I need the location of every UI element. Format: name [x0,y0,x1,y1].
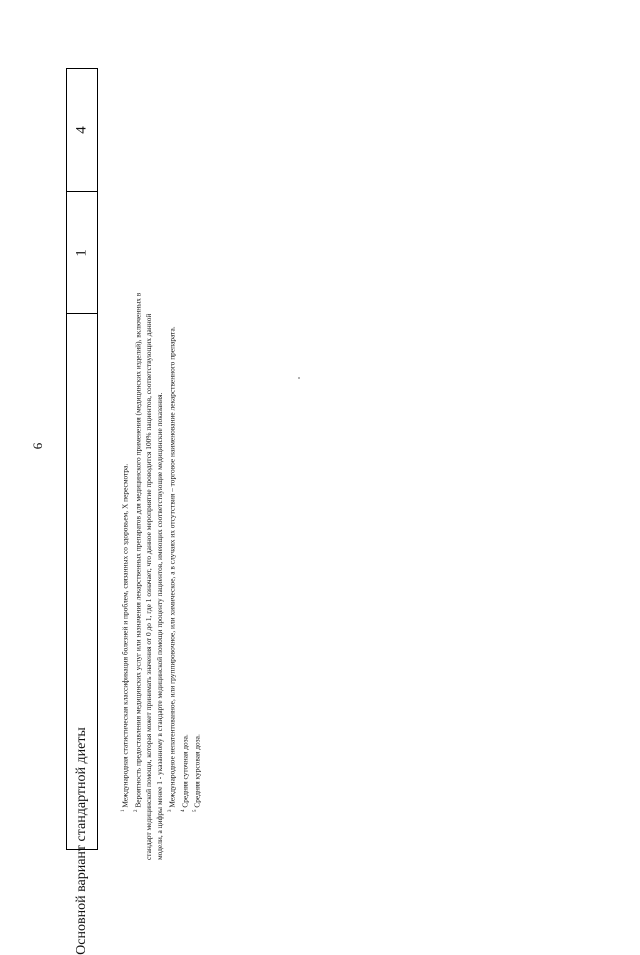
footnote-4: $^4$ Средняя суточная доза. [180,734,190,812]
table-cell-row-label [67,313,97,955]
footnotes [118,90,238,860]
scan-speck [298,377,300,379]
diet-table [66,68,98,955]
footnote-3: $^3$ Международное непатентованное, или группировочное, или химическое, а в случаях их отсутствия – торговое наименование лекарственного препарата. [167,326,177,812]
footnote-2-cont-b: модели, а цифры менее 1 - указанному в стандарте медицинской помощи проценту пациентов, имеющих соответствующие медицинские показания. [155,392,165,860]
col2-value: 4 [73,126,90,134]
footnote-5: $^5$ Средняя курсовая доза. [192,734,202,812]
page-number: 9 [30,442,46,450]
footnote-1: $^1$ Международная статистическая классификация болезней и проблем, связанных со здоровьем, X пересмотра. [120,463,130,812]
footnote-2-cont-a: стандарт медицинской помощи, которая может принимать значения от 0 до 1, где 1 означает, что данное мероприятие проводится 100% пациентов, соответствующих данной [144,313,154,860]
footnote-2: $^2$ Вероятность предоставления медицинских услуг или назначения лекарственных препаратов для медицинского применения (медицинских изделий), включенных в [133,292,143,812]
row-label: Основной вариант стандартной диеты [74,727,89,955]
table-cell-col2 [67,69,97,191]
col1-value: 1 [73,248,90,257]
table-cell-col1 [67,191,97,313]
